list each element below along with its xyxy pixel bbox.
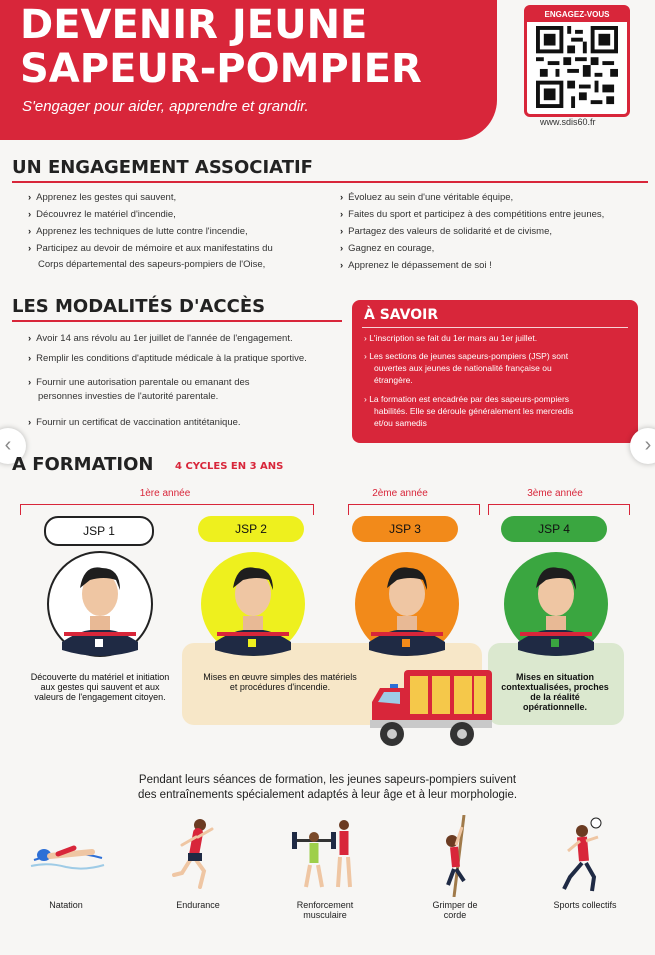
item-text: Participez au devoir de mémoire et aux manifestatins du (36, 243, 273, 254)
item-text: Gagnez en courage, (348, 243, 435, 254)
item-text: personnes investies de l'autorité parentale. (38, 391, 219, 402)
line-text: Les sections de jeunes sapeurs-pompiers (JSP) sont (369, 351, 569, 361)
jsp4-description: Mises en situation contextualisées, proches de la réalité opérationnelle. (501, 672, 609, 712)
qr-code-image (535, 26, 619, 108)
chevron-right-icon: › (28, 333, 32, 344)
item-text: Apprenez le dépassement de soi ! (348, 260, 492, 271)
jsp3-pill: JSP 3 (352, 516, 458, 542)
chevron-left-icon[interactable]: ‹ (0, 428, 26, 464)
formation-title: A FORMATION (12, 454, 154, 475)
rope-climb-icon (436, 815, 476, 897)
item-text: Apprenez les gestes qui sauvent, (36, 192, 177, 203)
year-bracket (348, 504, 480, 515)
item-text: Découvrez le matériel d'incendie, (36, 209, 176, 220)
engagement-right-item (340, 260, 492, 272)
engagement-right-item (340, 243, 434, 255)
chevron-right-icon: › (340, 243, 344, 254)
item-text: Fournir une autorisation parentale ou emanant des (36, 377, 250, 388)
fire-truck-icon (370, 662, 495, 750)
engagement-left-item (28, 226, 248, 238)
avatar-jsp1 (46, 550, 154, 658)
avatar-jsp4 (502, 550, 610, 658)
year-bracket (488, 504, 630, 515)
line-text: La formation est encadrée par des sapeurs-pompiers (369, 394, 570, 404)
engagement-left-item (28, 243, 273, 255)
runner-icon (170, 815, 225, 895)
a-savoir-line: et/ou samedis (374, 418, 427, 428)
title-line-2: SAPEUR-POMPIER (20, 46, 422, 92)
training-intro (0, 773, 655, 803)
item-text: Corps départemental des sapeurs-pompiers de l'Oise, (38, 259, 266, 270)
section-divider (12, 320, 342, 322)
item-text: Faites du sport et participez à des compétitions entre jeunes, (348, 209, 605, 220)
section-divider (12, 181, 648, 183)
a-savoir-title: À SAVOIR (364, 307, 439, 323)
item-text: Fournir un certificat de vaccination antitétanique. (36, 417, 241, 428)
item-text: Apprenez les techniques de lutte contre l'incendie, (36, 226, 248, 237)
a-savoir-line: › L'inscription se fait du 1er mars au 1er juillet. (364, 333, 538, 343)
sport-label: Renforcement musculaire (296, 900, 354, 920)
jsp2-3-description: Mises en œuvre simples des matériels et procédures d'incendie. (203, 672, 357, 692)
title-line-1: DEVENIR JEUNE (20, 2, 368, 48)
engagement-left-item (28, 209, 176, 221)
line-text: L'inscription se fait du 1er mars au 1er juillet. (369, 333, 538, 343)
modalites-item (28, 333, 293, 345)
a-savoir-line: étrangère. (374, 375, 413, 385)
jsp1-description: Découverte du matériel et initiation aux gestes qui sauvent et aux valeurs de l'engagement citoyen. (30, 672, 170, 702)
a-savoir-divider (362, 327, 628, 328)
tagline: S'engager pour aider, apprendre et grandir. (22, 98, 309, 115)
qr-label: ENGAGEZ-VOUS (527, 8, 627, 22)
item-text: Remplir les conditions d'aptitude médicale à la pratique sportive. (36, 353, 307, 364)
a-savoir-line: habilités. Elle se déroule généralement les mercredis (374, 406, 574, 416)
item-text: Partagez des valeurs de solidarité et de civisme, (348, 226, 552, 237)
a-savoir-line: › Les sections de jeunes sapeurs-pompiers (JSP) sont (364, 351, 569, 361)
chevron-right-icon: › (28, 377, 32, 388)
jsp4-pill: JSP 4 (501, 516, 607, 542)
chevron-right-icon: › (340, 260, 344, 271)
modalites-title: LES MODALITÉS D'ACCÈS (12, 296, 266, 317)
year-bracket (20, 504, 314, 515)
modalites-item (28, 377, 250, 389)
football-player-icon (560, 815, 610, 895)
chevron-right-icon: › (340, 209, 344, 220)
jsp2-pill: JSP 2 (198, 516, 304, 542)
modalites-item (28, 353, 307, 365)
year-label: 2ème année (372, 488, 428, 499)
avatar-jsp3 (353, 550, 461, 658)
engagement-right-item (340, 226, 552, 238)
website-url: www.sdis60.fr (540, 117, 596, 127)
chevron-right-icon: › (28, 226, 32, 237)
modalites-item (38, 391, 218, 403)
jsp1-pill: JSP 1 (44, 516, 154, 546)
engagement-left-item (38, 259, 265, 271)
year-label: 3ème année (527, 488, 583, 499)
chevron-right-icon: › (28, 243, 32, 254)
header-banner (0, 0, 497, 140)
sport-label: Sports collectifs (553, 900, 617, 910)
engagement-right-item (340, 209, 604, 221)
item-text: Avoir 14 ans révolu au 1er juillet de l'année de l'engagement. (36, 333, 293, 344)
avatar-jsp2 (199, 550, 307, 658)
chevron-right-icon: › (340, 192, 344, 203)
engagement-title: UN ENGAGEMENT ASSOCIATIF (12, 157, 313, 178)
engagement-left-item (28, 192, 176, 204)
sport-label: Grimper de corde (432, 900, 478, 920)
swimmer-icon (28, 838, 108, 874)
modalites-item (28, 417, 241, 429)
chevron-right-icon: › (28, 192, 32, 203)
sport-label: Endurance (176, 900, 220, 910)
a-savoir-line: ouvertes aux jeunes de nationalité française ou (374, 363, 552, 373)
training-intro-line1: Pendant leurs séances de formation, les jeunes sapeurs-pompiers suivent (138, 774, 517, 786)
a-savoir-line: › La formation est encadrée par des sapeurs-pompiers (364, 394, 570, 404)
chevron-right-icon: › (28, 353, 32, 364)
engagement-right-item (340, 192, 513, 204)
a-savoir-box (352, 300, 638, 443)
chevron-right-icon: › (28, 209, 32, 220)
sport-label: Natation (49, 900, 83, 910)
chevron-right-icon: › (28, 417, 32, 428)
qr-code-box (524, 5, 630, 117)
chevron-right-icon: › (340, 226, 344, 237)
weightlifting-icon (290, 815, 362, 895)
chevron-right-icon[interactable]: › (630, 428, 655, 464)
item-text: Évoluez au sein d'une véritable équipe, (348, 192, 514, 203)
year-label: 1ère année (139, 488, 191, 499)
training-intro-line2: des entraînements spécialement adaptés à leur âge et à leur morphologie. (137, 789, 518, 801)
formation-subtitle: 4 CYCLES EN 3 ANS (175, 461, 284, 472)
